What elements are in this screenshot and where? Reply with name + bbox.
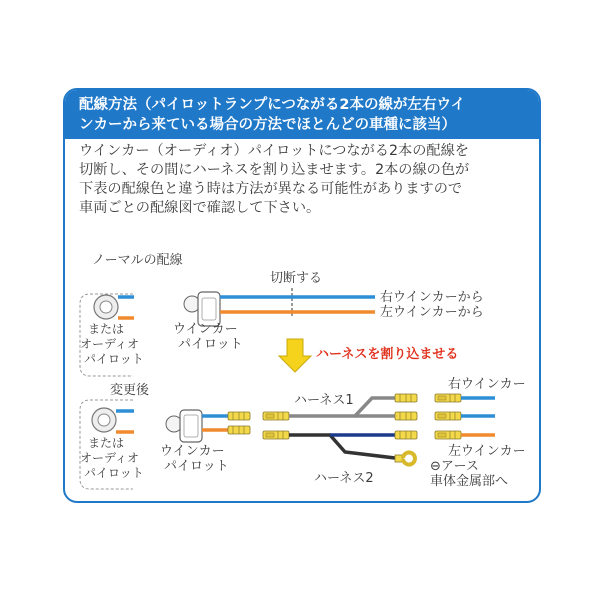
- after-alt-label-2: オーディオ: [80, 451, 140, 465]
- harness2-out-terminal: [395, 431, 417, 439]
- svg-text:または オーディオ パイロット: [80, 436, 144, 480]
- after-pilot-socket-icon: [92, 408, 116, 432]
- ground-label: ⊖アース: [430, 459, 479, 474]
- insert-harness-label: ハーネスを割り込ませる: [316, 347, 459, 362]
- right-winker-terminal-2: [435, 412, 461, 420]
- description-line-2: 切断し、その間にハーネスを割り込ませます。2本の線の色が: [79, 162, 470, 178]
- description-line-3: 下表の配線色と違う時は方法が異なる可能性がありますので: [79, 181, 463, 197]
- pilot-bulb-icon: [184, 292, 220, 326]
- down-arrow-icon: [279, 339, 311, 372]
- harness1-out-bottom: [395, 412, 417, 420]
- left-winker-label: 左ウインカー: [448, 444, 526, 459]
- pilot-label-1: ウインカー: [173, 322, 238, 337]
- description-line-1: ウインカー（オーディオ）パイロットにつながる2本の配線を: [79, 143, 469, 159]
- svg-text:または オーディオ パイロット: [80, 322, 144, 366]
- after-alt-label-3: パイロット: [84, 466, 144, 480]
- after-pilot-label-2: パイロット: [164, 459, 229, 474]
- right-winker-terminal: [435, 394, 461, 402]
- pilot-socket-icon: [94, 295, 118, 319]
- harness1-out-top: [395, 394, 417, 402]
- harness1-label: ハーネス1: [294, 393, 354, 408]
- pilot-terminal-blue: [228, 412, 250, 420]
- harness1-terminal-top: [263, 412, 289, 420]
- cut-label: 切断する: [270, 271, 323, 286]
- pilot-terminal-orange: [228, 426, 250, 434]
- left-winker-terminal: [435, 431, 461, 439]
- right-winker-label: 右ウインカー: [448, 377, 526, 392]
- svg-text:ウインカー パイロット: [173, 322, 243, 352]
- alt-label-3: パイロット: [84, 352, 144, 366]
- harness1-terminal-bottom: [263, 431, 289, 439]
- after-alt-label-1: または: [88, 436, 125, 450]
- harness2-black-wire: [289, 435, 395, 458]
- title-line-1: 配線方法（パイロットランプにつながる2本の線が左右ウイ: [79, 97, 466, 113]
- title-line-2: ンカーから来ている場合の方法でほとんどの車種に該当）: [79, 117, 456, 133]
- pilot-label-2: パイロット: [178, 337, 243, 352]
- right-winker-from-label: 右ウインカーから: [380, 290, 484, 305]
- description-line-4: 車両ごとの配線図で確認して下さい。: [79, 200, 321, 216]
- after-pilot-label-1: ウインカー: [160, 444, 225, 459]
- harness2-label: ハーネス2: [314, 471, 374, 486]
- alt-label-2: オーディオ: [80, 337, 140, 351]
- alt-label-1: または: [88, 322, 125, 336]
- ground-ring-terminal-icon: [395, 453, 415, 465]
- ground-sub-label: 車体金属部へ: [430, 474, 509, 489]
- normal-heading: ノーマルの配線: [92, 253, 183, 268]
- after-pilot-bulb-icon: [166, 410, 202, 442]
- after-heading: 変更後: [110, 383, 150, 398]
- svg-text:ウインカー パイロット: [160, 444, 229, 474]
- left-winker-from-label: 左ウインカーから: [380, 305, 484, 320]
